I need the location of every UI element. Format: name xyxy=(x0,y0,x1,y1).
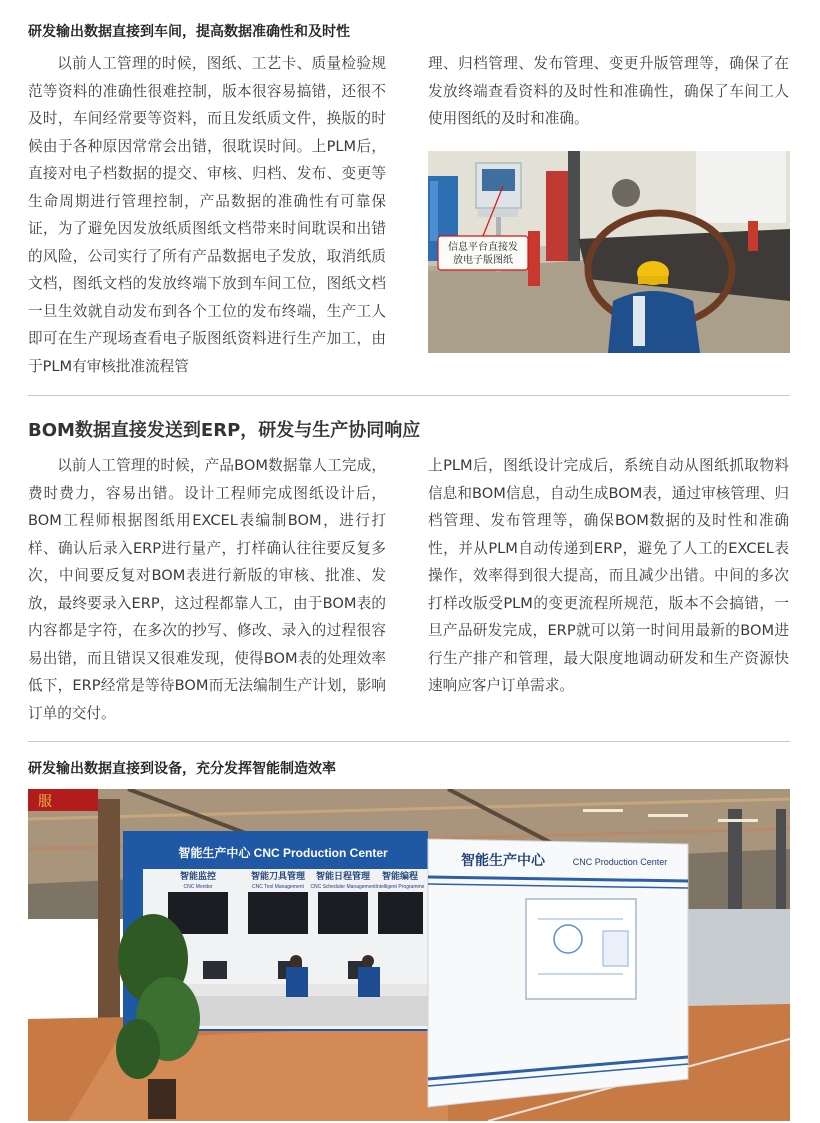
panel-subtitle: CNC Production Center xyxy=(572,857,668,867)
label-tool-cn: 智能刀具管理 xyxy=(250,871,306,881)
panel-title: 智能生产中心 xyxy=(461,852,545,868)
section2-right-paragraph: 上PLM后，图纸设计完成后，系统自动从图纸抓取物料信息和BOM信息，自动生成BOM表，通过审核管理、归档管理、发布管理等，确保BOM数据的及时性和准确性，并从PLM自动传递到ERP，避免了人工的EXCEL表操作，效率得到很大提高，而且减少出错。中间的多次打样改版受PLM的变更流程所规范，版本不会搞错，一旦产品研发完成，ERP就可以第一时间用最新的BOM进行生产排产和管理，最大限度地调动研发和生产资源快速响应客户订单需求。 xyxy=(428,457,789,694)
section2-right-column xyxy=(428,452,789,700)
section1-heading: 研发输出数据直接到车间，提高数据准确性和及时性 xyxy=(28,24,350,40)
section3-heading: 研发输出数据直接到设备，充分发挥智能制造效率 xyxy=(28,761,336,777)
section2-left-paragraph: 以前人工管理的时候，产品BOM数据靠人工完成，费时费力，容易出错。设计工程师完成图纸设计后，BOM工程师根据图纸用EXCEL表编制BOM，进行打样、确认后录入ERP进行量产，打样确认往往要反复多次，中间要反复对BOM表进行新版的审核、批准、发放，最终要录入ERP，这过程都靠人工，由于BOM表的内容都是字符，在多次的抄写、修改、录入的过程很容易出错，而且错误又很难发现，使得BOM表的处理效率低下，ERP经常是等待BOM而无法编制生产计划，影响订单的交付。 xyxy=(28,457,386,722)
workshop-terminal-illustration xyxy=(428,151,790,353)
label-programme-cn: 智能编程 xyxy=(381,871,419,881)
label-scheduler-cn: 智能日程管理 xyxy=(315,871,371,881)
cnc-production-center-photo xyxy=(28,789,790,1121)
section2-left-column xyxy=(28,452,386,727)
section-divider-1 xyxy=(28,395,790,396)
back-wall-sign: 智能生产中心 CNC Production Center xyxy=(178,846,388,860)
label-programme-en: Intelligent Programme xyxy=(375,884,425,890)
section1-left-paragraph: 以前人工管理的时候，图纸、工艺卡、质量检验规范等资料的准确性很难控制，版本很容易搞错，还很不及时，车间经常要等资料，而且发纸质文件，换版的时候由于各种原因常常会出错，很耽误时间。上PLM后，直接对电子档数据的提交、审核、归档、发布、变更等生命周期进行管理控制，产品数据的准确性有可靠保证，为了避免因发放纸质图纸文档带来时间耽误和出错的风险，公司实行了所有产品数据电子发放，取消纸质文档，图纸文档的发放终端下放到车间工位，图纸文档一旦生效就自动发布到各个工位的发布终端，生产工人即可在生产现场查看电子版图纸资料进行生产加工，由于PLM有审核批准流程管 xyxy=(28,55,386,375)
label-tool-en: CNC Tool Management xyxy=(252,884,304,890)
label-monitor-en: CNC Monitor xyxy=(183,884,213,890)
workshop-terminal-photo xyxy=(428,151,790,353)
cnc-center-illustration xyxy=(28,789,790,1121)
section-divider-2 xyxy=(28,741,790,742)
section1-right-column xyxy=(428,50,789,133)
top-sign-text: 服 xyxy=(38,793,52,809)
section1-right-paragraph: 理、归档管理、发布管理、变更升版管理等，确保了在发放终端查看资料的及时性和准确性，确保了车间工人使用图纸的及时和准确。 xyxy=(428,55,789,127)
section1-left-column xyxy=(28,50,386,380)
callout-line-2: 放电子版图纸 xyxy=(453,255,513,266)
label-scheduler-en: CNC Scheduler Management xyxy=(310,884,376,890)
section2-heading: BOM数据直接发送到ERP，研发与生产协同响应 xyxy=(28,420,421,441)
callout-line-1: 信息平台直接发 xyxy=(448,242,518,253)
label-monitor-cn: 智能监控 xyxy=(179,871,217,881)
